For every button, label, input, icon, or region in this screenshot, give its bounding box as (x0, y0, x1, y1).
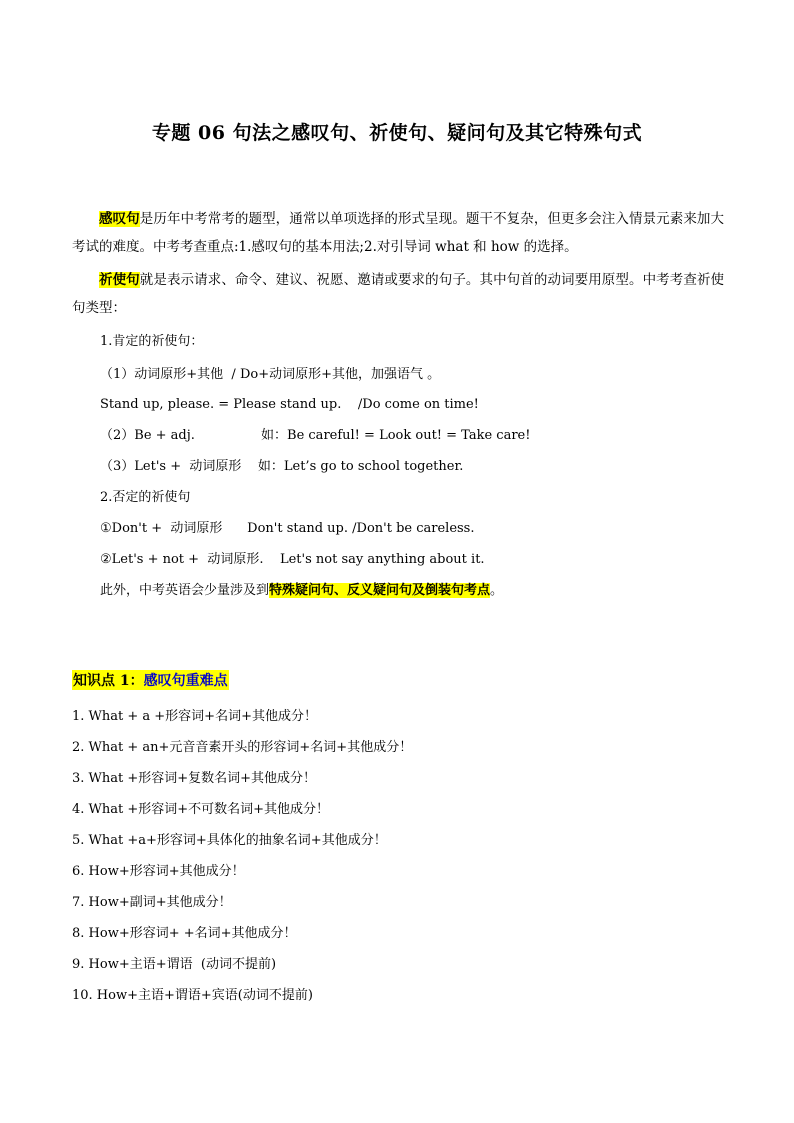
imperative-rule-3: （3）Let's + 动词原形 如：Let’s go to school together. (100, 459, 464, 474)
other-topics-post: 。 (490, 583, 504, 598)
highlight-exclamatory: 感叹句 (99, 211, 140, 227)
imperative-rule-2: （2）Be + adj. 如：Be careful! = Look out! = Take care! (100, 428, 531, 443)
rule-item: 9. How+主语+谓语 (动词不提前) (72, 957, 277, 972)
imperative-example-1: Stand up, please. = Please stand up. /Do come on time! (100, 397, 479, 412)
intro-paragraph-exclamatory (72, 205, 724, 261)
rule-item: 4. What +形容词+不可数名词+其他成分！ (72, 802, 330, 817)
imperative-negative-rule-2: ②Let's + not + 动词原形. Let's not say anything about it. (100, 552, 485, 567)
kp-label: 知识点 (73, 673, 115, 689)
rule-item: 8. How+形容词+ +名词+其他成分！ (72, 926, 297, 941)
knowledge-point-heading (72, 670, 229, 690)
kp-topic: 感叹句重难点 (143, 673, 228, 689)
rule-item: 2. What + an+元音音素开头的形容词+名词+其他成分！ (72, 740, 413, 755)
highlight-imperative: 祈使句 (99, 272, 140, 288)
rule-item: 7. How+副词+其他成分！ (72, 895, 232, 910)
imperative-affirmative-heading: 1.肯定的祈使句： (100, 334, 204, 349)
intro-text-1: 是历年中考常考的题型，通常以单项选择的形式呈现。题干不复杂，但更多会注入情景元素来加大考试的难度。中考考查重点:1.感叹句的基本用法;2.对引导词 what 和 how 的选择。 (72, 211, 725, 255)
other-topics-pre: 此外，中考英语会少量涉及到 (100, 583, 270, 598)
intro-text-2: 就是表示请求、命令、建议、祝愿、邀请或要求的句子。其中句首的动词要用原型。中考考查祈使句类型： (72, 272, 725, 316)
rule-item: 1. What + a +形容词+名词+其他成分！ (72, 709, 317, 724)
imperative-negative-heading: 2.否定的祈使句 (100, 490, 191, 505)
page-title: 专题 06 句法之感叹句、祈使句、疑问句及其它特殊句式 (151, 122, 643, 144)
other-topics-line (100, 582, 503, 600)
rule-item: 6. How+形容词+其他成分！ (72, 864, 245, 879)
rule-item: 10. How+主语+谓语+宾语(动词不提前) (72, 988, 313, 1003)
intro-paragraph-imperative (72, 266, 724, 322)
rule-item: 5. What +a+形容词+具体化的抽象名词+其他成分！ (72, 833, 387, 848)
highlight-other-topics: 特殊疑问句、反义疑问句及倒装句考点 (269, 583, 491, 598)
kp-number: 1： (115, 673, 144, 689)
imperative-negative-rule-1: ①Don't + 动词原形 Don't stand up. /Don't be careless. (100, 521, 475, 536)
imperative-rule-1: （1）动词原形+其他 / Do+动词原形+其他，加强语气 。 (100, 367, 441, 382)
rule-item: 3. What +形容词+复数名词+其他成分！ (72, 771, 317, 786)
